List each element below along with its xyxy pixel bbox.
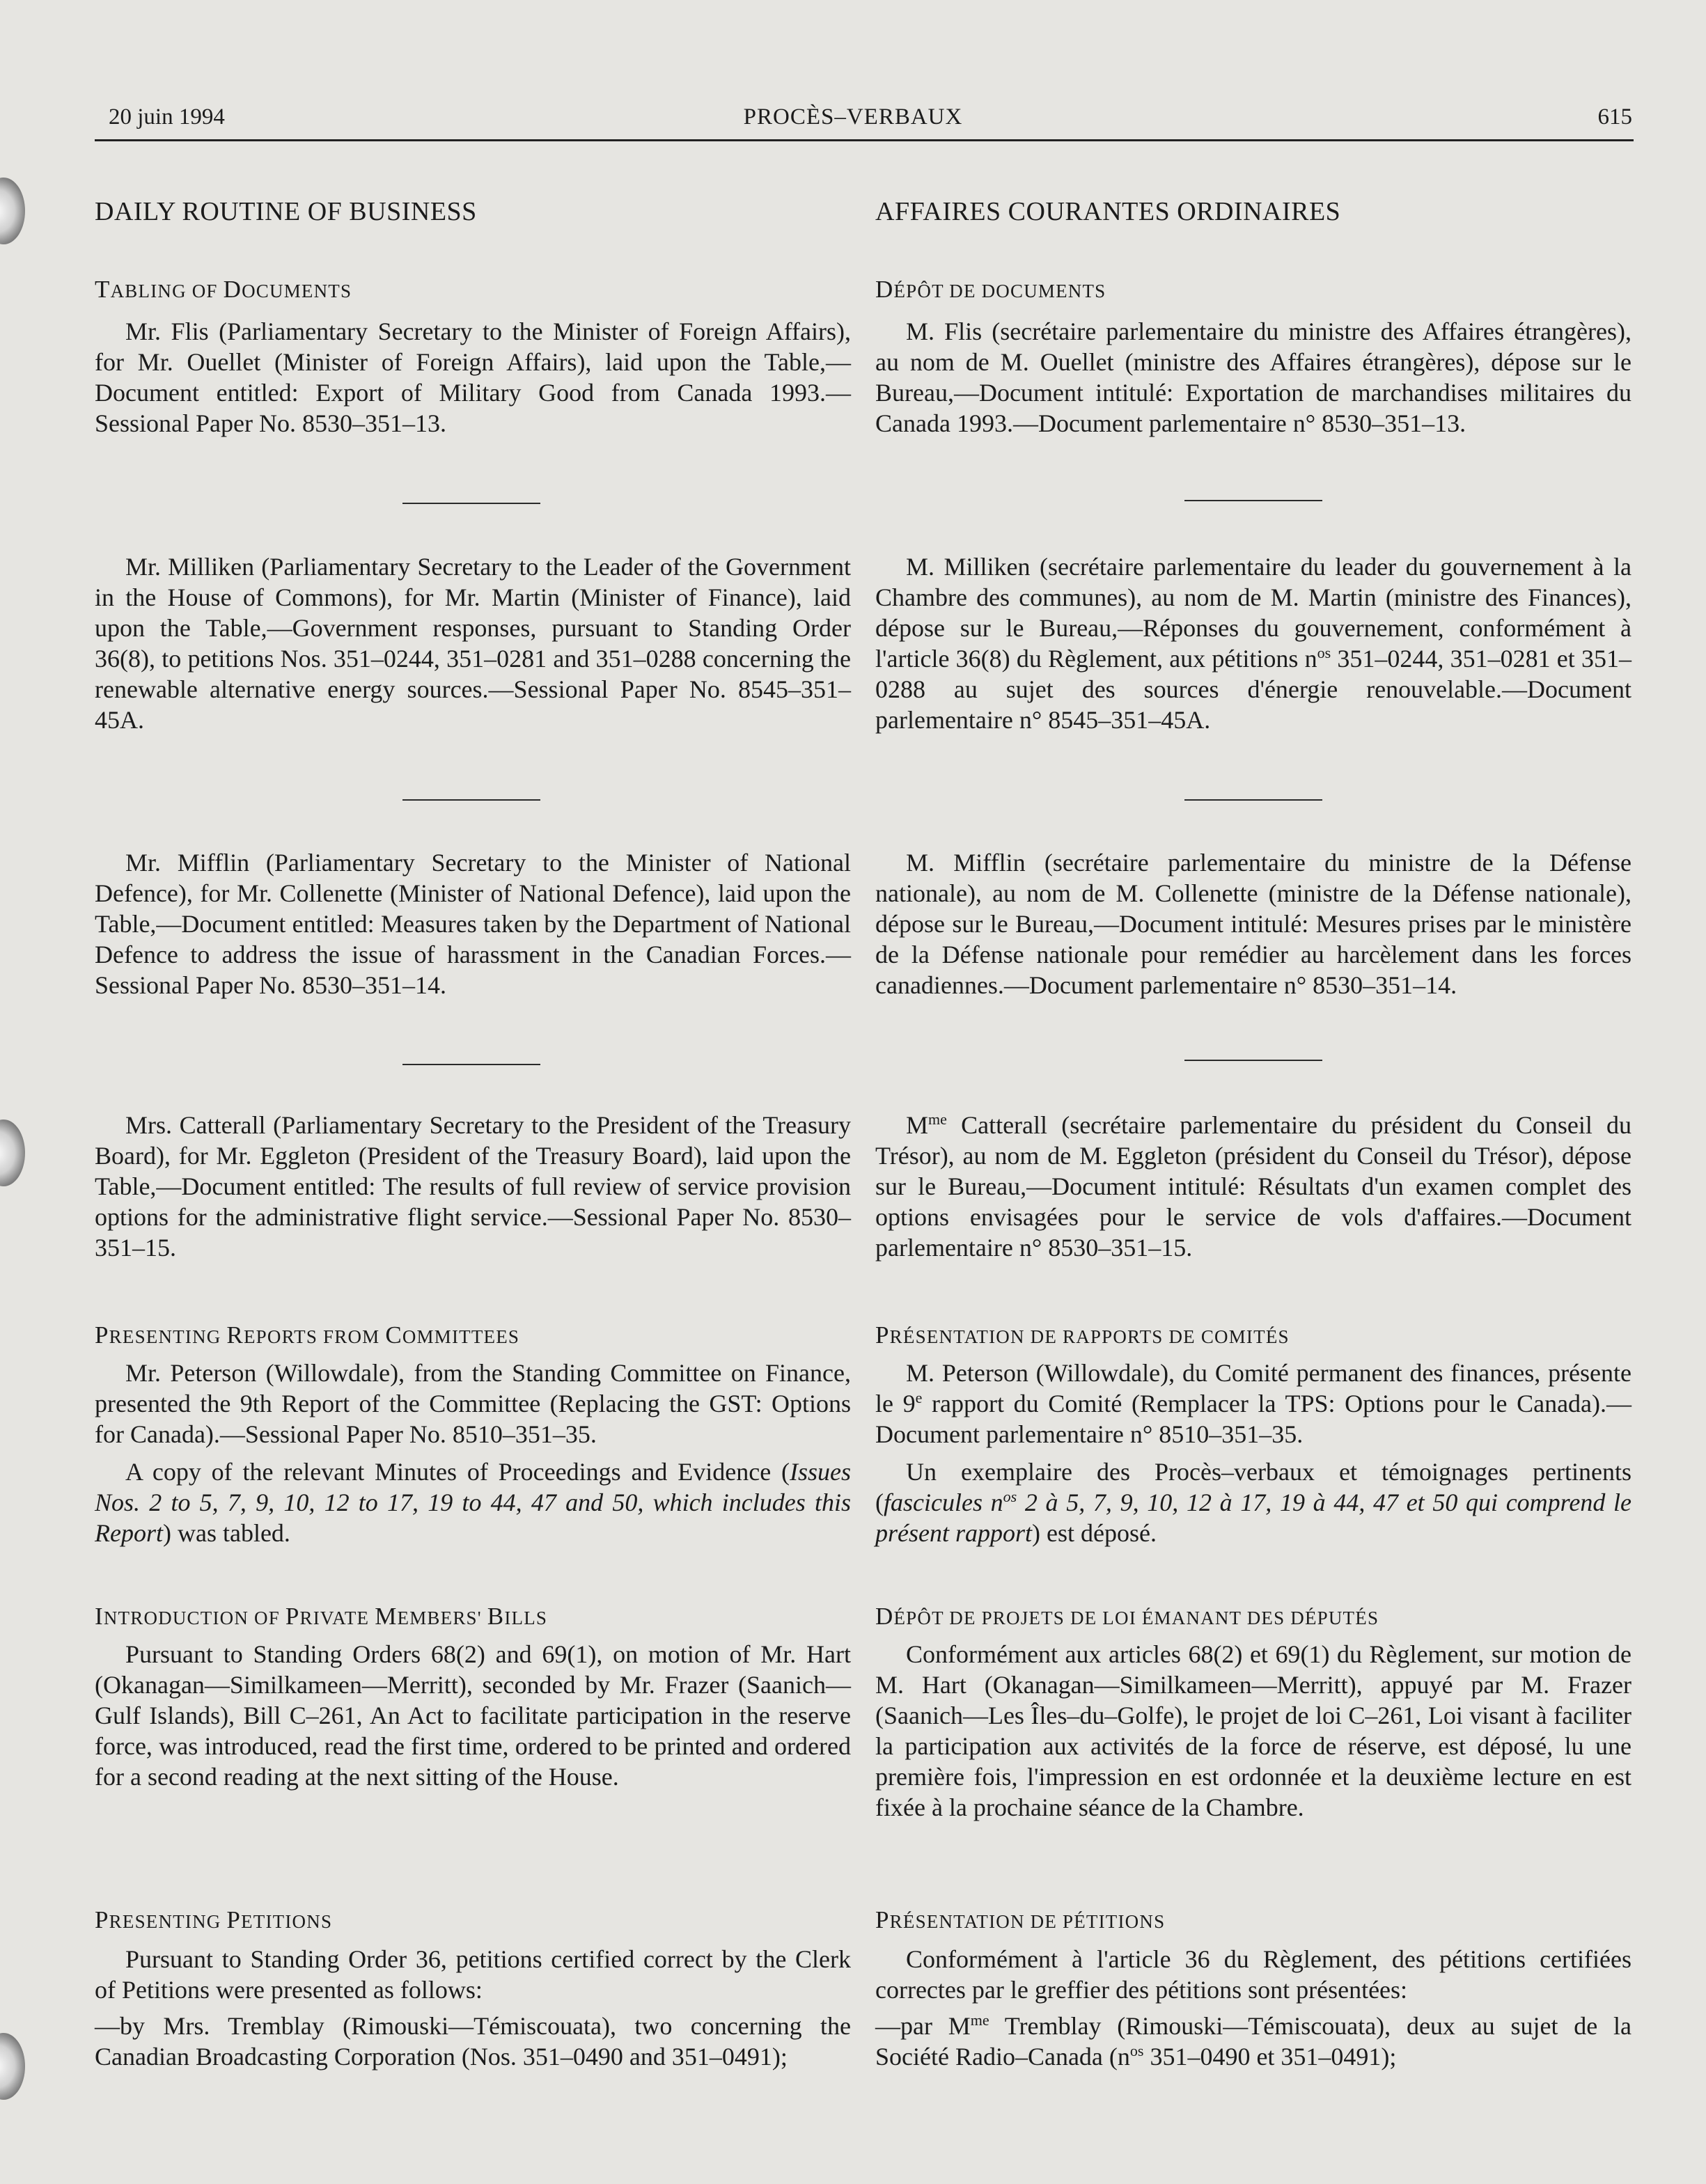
subheading-private-members-bills: INTRODUCTION OF PRIVATE MEMBERS' BILLS — [95, 1603, 548, 1630]
separator-rule — [402, 1064, 540, 1065]
paragraph-petitions-intro: Pursuant to Standing Order 36, petitions certified correct by the Clerk of Petitions were presented as follows: — [95, 1945, 851, 2004]
section-title: AFFAIRES COURANTES ORDINAIRES — [875, 197, 1341, 226]
binder-hole — [0, 2033, 25, 2100]
paragraph-mifflin-fr: M. Mifflin (secrétaire parlementaire du ministre de la Défense nationale), au nom de M. Collenette (ministre de la Défense nationale), dépose sur le Bureau,—Document intitulé: Mesures prises par le ministère de la Défense nationale pour remédier au harcèlement dans les forces canadiennes.—Document parlementaire n° 8530–351–14. — [875, 849, 1631, 999]
page-number: 615 — [1597, 104, 1632, 129]
separator-rule — [402, 799, 540, 801]
subheading-depot-de-documents: DÉPÔT DE DOCUMENTS — [875, 276, 1106, 303]
paragraph-petitions-tremblay-fr: —par $M^{me}$ Tremblay (Rimouski—Témiscouata), deux au sujet de la Société Radio–Canada ($n^{os}$ 351–0490 et 351–0491); — [875, 2011, 1631, 2071]
paragraph-petitions-intro-fr: Conformément à l'article 36 du Règlement, des pétitions certifiées correctes par le greffier des pétitions sont présentées: — [875, 1945, 1631, 2004]
subheading-depot-projets-de-loi: DÉPÔT DE PROJETS DE LOI ÉMANANT DES DÉPUTÉS — [875, 1603, 1379, 1630]
separator-rule — [402, 503, 540, 504]
header-rule — [95, 139, 1634, 141]
subheading-presenting-reports: PRESENTING REPORTS FROM COMMITTEES — [95, 1321, 520, 1349]
paragraph-exemplaire: Un exemplaire des Procès–verbaux et témoignages pertinents (fascicules $n^{os}$ 2 à 5, 7, 9, 10, 12 à 17, 19 à 44, 47 et 50 qui comprend le présent rapport) est déposé. — [875, 1458, 1631, 1547]
header-date: 20 juin 1994 — [109, 104, 225, 129]
header-title: PROCÈS–VERBAUX — [743, 104, 963, 129]
paragraph-peterson-fr: M. Peterson (Willowdale), du Comité permanent des finances, présente le 9e rapport du Comité (Remplacer la TPS: Options pour le Canada).—Document parlementaire n° 8510–351–35. — [875, 1359, 1632, 1448]
paragraph-bill-c261: Pursuant to Standing Orders 68(2) and 69(1), on motion of Mr. Hart (Okanagan—Similkameen—Merritt), seconded by Mr. Frazer (Saanich—Gulf Islands), Bill C–261, An Act to facilitate participation in the reserve force, was introduced, read the first time, ordered to be printed and ordered for a second reading at the next sitting of the House. — [95, 1640, 851, 1791]
subheading-presentation-rapports: PRÉSENTATION DE RAPPORTS DE COMITÉS — [875, 1321, 1290, 1349]
paragraph-flis: Mr. Flis (Parliamentary Secretary to the Minister of Foreign Affairs), for Mr. Ouellet (Minister of Foreign Affairs), laid upon the Table,—Document entitled: Export of Military Good from Canada 1993.—Sessional Paper No. 8530–351–13. — [95, 317, 851, 437]
paragraph-milliken-fr: M. Milliken (secrétaire parlementaire du leader du gouvernement à la Chambre des communes), au nom de M. Martin (ministre des Finances), dépose sur le Bureau,—Réponses du gouvernement, conformément à l'article 36(8) du Règlement, aux pétitions $n^{os}$ 351–0244, 351–0281 et 351–0288 au sujet des sources d'énergie renouvelable.—Document parlementaire n° 8545–351–45A. — [875, 553, 1632, 734]
paragraph-flis-fr: M. Flis (secrétaire parlementaire du ministre des Affaires étrangères), au nom de M. Ouellet (ministre des Affaires étrangères), dépose sur le Bureau,—Document intitulé: Exportation de marchandises militaires du Canada 1993.—Document parlementaire n° 8530–351–13. — [875, 317, 1631, 437]
separator-rule — [1184, 799, 1322, 801]
paragraph-milliken: Mr. Milliken (Parliamentary Secretary to the Leader of the Government in the House of Commons), for Mr. Martin (Minister of Finance), laid upon the Table,—Government responses, pursuant to Standing Order 36(8), to petitions Nos. 351–0244, 351–0281 and 351–0288 concerning the renewable alternative energy sources.—Sessional Paper No. 8545–351–45A. — [95, 553, 851, 734]
binder-hole — [0, 178, 25, 244]
separator-rule — [1184, 500, 1322, 501]
paragraph-petitions-tremblay: —by Mrs. Tremblay (Rimouski—Témiscouata), two concerning the Canadian Broadcasting Corporation (Nos. 351–0490 and 351–0491); — [95, 2012, 851, 2071]
paragraph-minutes-copy: A copy of the relevant Minutes of Proceedings and Evidence (Issues Nos. 2 to 5, 7, 9, 10, 12 to 17, 19 to 44, 47 and 50, which includes this Report) was tabled. — [95, 1458, 851, 1547]
paragraph-catterall: Mrs. Catterall (Parliamentary Secretary to the President of the Treasury Board), for Mr. Eggleton (President of the Treasury Board), laid upon the Table,—Document entitled: The results of full review of service provision options for the administrative flight service.—Sessional Paper No. 8530–351–15. — [95, 1111, 851, 1262]
paragraph-catterall-fr: $M^{me}$ Catterall (secrétaire parlementaire du président du Conseil du Trésor), au nom de M. Eggleton (président du Conseil du Trésor), dépose sur le Bureau,—Document intitulé: Résultats d'un examen complet des options envisagées pour le service de vols d'affaires.—Document parlementaire n° 8530–351–15. — [875, 1110, 1631, 1262]
section-title: DAILY ROUTINE OF BUSINESS — [95, 197, 477, 226]
subheading-tabling-of-documents: TABLING OF DOCUMENTS — [95, 276, 352, 303]
separator-rule — [1184, 1060, 1322, 1061]
paragraph-peterson: Mr. Peterson (Willowdale), from the Standing Committee on Finance, presented the 9th Report of the Committee (Replacing the GST: Options for Canada).—Sessional Paper No. 8510–351–35. — [95, 1359, 851, 1448]
paragraph-mifflin: Mr. Mifflin (Parliamentary Secretary to the Minister of National Defence), for Mr. Collenette (Minister of National Defence), laid upon the Table,—Document entitled: Measures taken by the Department of National Defence to address the issue of harassment in the Canadian Forces.—Sessional Paper No. 8530–351–14. — [95, 849, 851, 999]
subheading-presentation-petitions: PRÉSENTATION DE PÉTITIONS — [875, 1906, 1166, 1933]
subheading-presenting-petitions: PRESENTING PETITIONS — [95, 1906, 333, 1933]
binder-hole — [0, 1120, 25, 1186]
paragraph-projet-c261: Conformément aux articles 68(2) et 69(1) du Règlement, sur motion de M. Hart (Okanagan—Similkameen—Merritt), appuyé par M. Frazer (Saanich—Les Îles–du–Golfe), le projet de loi C–261, Loi visant à faciliter la participation aux activités de la force de réserve, est déposé, lu une première fois, l'impression en est ordonnée et la deuxième lecture en est fixée à la prochaine séance de la Chambre. — [875, 1640, 1631, 1821]
